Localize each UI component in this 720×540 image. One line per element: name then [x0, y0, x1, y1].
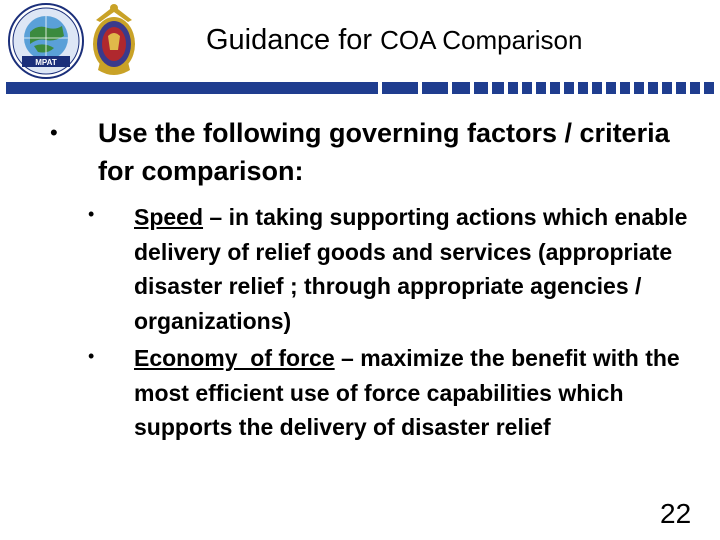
sub-bullet-economy-of-force: [134, 341, 694, 445]
page-number: 22: [660, 498, 692, 529]
economy-term: Economy of force: [134, 345, 335, 371]
speed-term: Speed: [134, 204, 204, 230]
sub-bullet-marker: •: [88, 204, 95, 224]
logo-banner-text: MPAT: [35, 58, 57, 67]
title-divider-bars: [6, 82, 720, 94]
planning-agency-seal-icon: [4, 2, 88, 80]
sub-bullet-speed: [134, 200, 694, 338]
royal-crest-icon: [86, 0, 142, 80]
title-part-1: Guidance for: [206, 24, 381, 56]
page-title: [206, 22, 582, 58]
sub-bullet-marker: •: [88, 346, 95, 366]
bullet-governing-factors: Use the following governing factors / criteria for comparison:: [98, 118, 670, 186]
economy-description: – maximize the benefit with the most efficient use of force capabilities which supports the delivery of disaster relief: [134, 345, 680, 440]
title-part-2: COA Comparison: [380, 25, 583, 55]
bullet-marker: •: [50, 120, 58, 145]
speed-description: – in taking supporting actions which enable delivery of relief goods and services (appropriate disaster relief ; through appropriate agencies / organizations): [134, 204, 688, 334]
